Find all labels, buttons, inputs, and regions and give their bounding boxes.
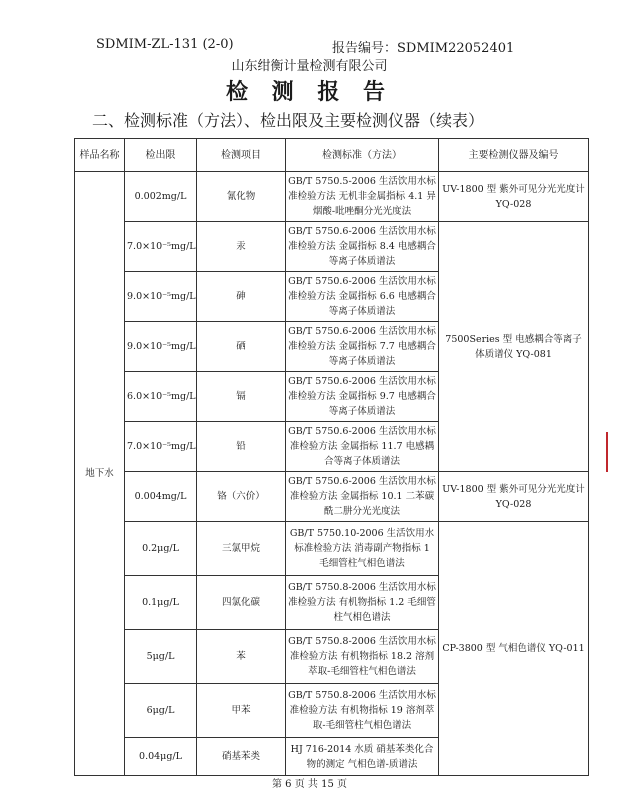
header-instrument: 主要检测仪器及编号 — [439, 139, 589, 172]
instrument-cell: CP-3800 型 气相色谱仪 YQ-011 — [439, 522, 589, 776]
limit-cell: 7.0×10⁻⁵mg/L — [125, 422, 197, 472]
standard-cell: GB/T 5750.6-2006 生活饮用水标准检验方法 金属指标 7.7 电感耦合等离子体质谱法 — [286, 322, 439, 372]
item-cell: 镉 — [197, 372, 286, 422]
standard-cell: GB/T 5750.6-2006 生活饮用水标准检验方法 金属指标 8.4 电感耦合等离子体质谱法 — [286, 222, 439, 272]
standard-cell: HJ 716-2014 水质 硝基苯类化合物的测定 气相色谱-质谱法 — [286, 738, 439, 776]
sample-name-cell: 地下水 — [75, 172, 125, 776]
item-cell: 苯 — [197, 630, 286, 684]
standard-cell: GB/T 5750.8-2006 生活饮用水标准检验方法 有机物指标 19 溶剂萃取-毛细管柱气相色谱法 — [286, 684, 439, 738]
item-cell: 四氯化碳 — [197, 576, 286, 630]
table-row — [75, 472, 589, 522]
standard-cell: GB/T 5750.8-2006 生活饮用水标准检验方法 有机物指标 18.2 溶剂萃取-毛细管柱气相色谱法 — [286, 630, 439, 684]
standard-cell: GB/T 5750.8-2006 生活饮用水标准检验方法 有机物指标 1.2 毛细管柱气相色谱法 — [286, 576, 439, 630]
header-standard: 检测标准（方法） — [286, 139, 439, 172]
standard-cell: GB/T 5750.10-2006 生活饮用水标准检验方法 消毒副产物指标 1 毛细管柱气相色谱法 — [286, 522, 439, 576]
document-code: SDMIM-ZL-131 (2-0) — [96, 37, 234, 52]
item-cell: 硒 — [197, 322, 286, 372]
section-heading: 二、检测标准（方法）、检出限及主要检测仪器（续表） — [92, 111, 485, 130]
limit-cell: 7.0×10⁻⁵mg/L — [125, 222, 197, 272]
table-header-row — [75, 139, 589, 172]
limit-cell: 9.0×10⁻⁵mg/L — [125, 272, 197, 322]
item-cell: 甲苯 — [197, 684, 286, 738]
limit-cell: 6μg/L — [125, 684, 197, 738]
item-cell: 铅 — [197, 422, 286, 472]
standard-cell: GB/T 5750.6-2006 生活饮用水标准检验方法 金属指标 6.6 电感耦合等离子体质谱法 — [286, 272, 439, 322]
limit-cell: 0.002mg/L — [125, 172, 197, 222]
standard-cell: GB/T 5750.5-2006 生活饮用水标准检验方法 无机非金属指标 4.1 异烟酸-吡唑酮分光光度法 — [286, 172, 439, 222]
report-number: 报告编号：SDMIM22052401 — [332, 41, 515, 56]
limit-cell: 5μg/L — [125, 630, 197, 684]
standard-cell: GB/T 5750.6-2006 生活饮用水标准检验方法 金属指标 10.1 二苯碳酰二肼分光光度法 — [286, 472, 439, 522]
limit-cell: 0.04μg/L — [125, 738, 197, 776]
limit-cell: 6.0×10⁻⁵mg/L — [125, 372, 197, 422]
standards-table — [74, 138, 589, 776]
report-title: 检 测 报 告 — [226, 79, 393, 105]
item-cell: 铬（六价） — [197, 472, 286, 522]
standard-cell: GB/T 5750.6-2006 生活饮用水标准检验方法 金属指标 9.7 电感耦合等离子体质谱法 — [286, 372, 439, 422]
instrument-cell: UV-1800 型 紫外可见分光光度计 YQ-028 — [439, 472, 589, 522]
header-limit: 检出限 — [125, 139, 197, 172]
table-row — [75, 222, 589, 272]
page-number: 第 6 页 共 15 页 — [272, 779, 347, 790]
standard-cell: GB/T 5750.6-2006 生活饮用水标准检验方法 金属指标 11.7 电感耦合等离子体质谱法 — [286, 422, 439, 472]
table-row — [75, 522, 589, 576]
item-cell: 氰化物 — [197, 172, 286, 222]
limit-cell: 0.004mg/L — [125, 472, 197, 522]
company-name: 山东绀衡计量检测有限公司 — [231, 59, 388, 74]
table-row — [75, 172, 589, 222]
instrument-cell: UV-1800 型 紫外可见分光光度计 YQ-028 — [439, 172, 589, 222]
item-cell: 汞 — [197, 222, 286, 272]
scan-artifact-mark — [606, 432, 608, 472]
header-item: 检测项目 — [197, 139, 286, 172]
limit-cell: 9.0×10⁻⁵mg/L — [125, 322, 197, 372]
item-cell: 硝基苯类 — [197, 738, 286, 776]
instrument-cell: 7500Series 型 电感耦合等离子体质谱仪 YQ-081 — [439, 222, 589, 472]
header-sample: 样品名称 — [75, 139, 125, 172]
item-cell: 砷 — [197, 272, 286, 322]
limit-cell: 0.1μg/L — [125, 576, 197, 630]
item-cell: 三氯甲烷 — [197, 522, 286, 576]
limit-cell: 0.2μg/L — [125, 522, 197, 576]
